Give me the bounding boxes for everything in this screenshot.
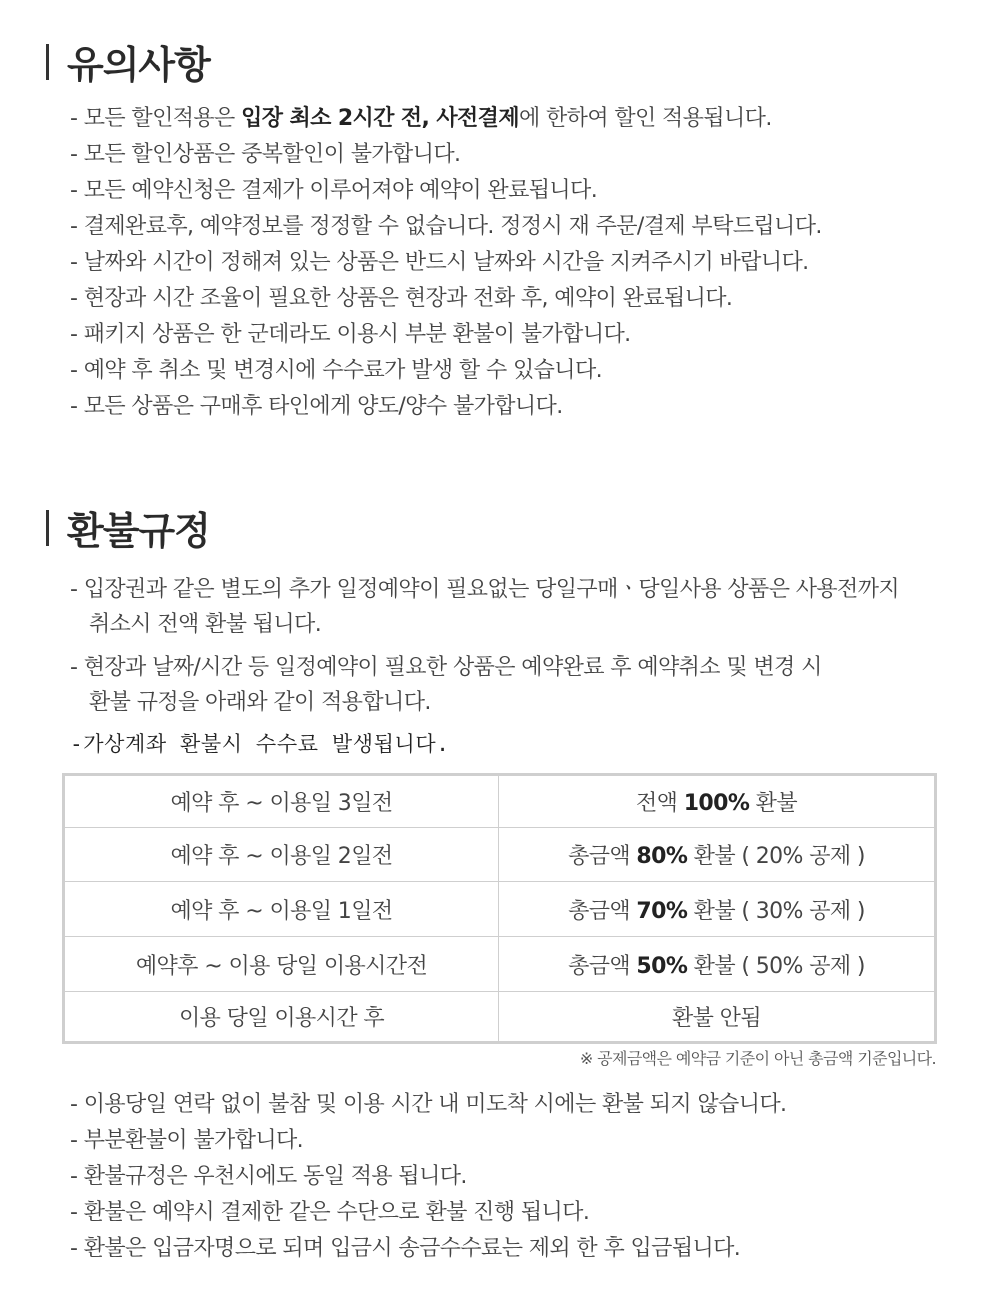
notice-item: - 패키지 상품은 한 군데라도 이용시 부분 환불이 불가합니다. [70,322,631,347]
refund-rule-item: - 환불은 예약시 결제한 같은 수단으로 환불 진행 됩니다. [70,1200,590,1225]
notice-list [70,101,960,425]
notice-item: - 모든 할인상품은 중복할인이 불가합니다. [70,142,461,167]
heading-bar [46,44,49,80]
refund-period-cell: 예약 후 ~ 이용일 3일전 [64,775,499,828]
refund-amount-cell: 총금액 50% 환불 ( 50% 공제 ) [499,937,936,992]
refund-amount-cell: 총금액 80% 환불 ( 20% 공제 ) [499,828,936,882]
refund-period-cell: 예약후 ~ 이용 당일 이용시간전 [64,937,499,992]
table-row [64,992,936,1043]
notice-item: - 예약 후 취소 및 변경시에 수수료가 발생 할 수 있습니다. [70,358,603,383]
notice-item: - 현장과 시간 조율이 필요한 상품은 현장과 전화 후, 예약이 완료됩니다. [70,286,733,311]
notice-item: - 날짜와 시간이 정해져 있는 상품은 반드시 날짜와 시간을 지켜주시기 바랍니다. [70,250,809,275]
table-row [64,828,936,882]
refund-amount-cell: 전액 100% 환불 [499,775,936,828]
notice-item: - 모든 상품은 구매후 타인에게 양도/양수 불가합니다. [70,394,563,419]
refund-intro [70,572,960,762]
refund-intro-line: 환불 규정을 아래와 같이 적용합니다. [89,690,431,715]
refund-rule-item: - 환불규정은 우천시에도 동일 적용 됩니다. [70,1164,467,1189]
refund-amount-cell: 총금액 70% 환불 ( 30% 공제 ) [499,882,936,937]
notice-item: - 결제완료후, 예약정보를 정정할 수 없습니다. 정정시 재 주문/결제 부탁드립니다. [70,214,822,239]
refund-rule-item: - 환불은 입금자명으로 되며 입금시 송금수수료는 제외 한 후 입금됩니다. [70,1236,741,1261]
notice-item-text: 에 한하여 할인 적용됩니다. [518,106,772,131]
table-row [64,937,936,992]
notice-item-emphasis: 입장 최소 2시간 전, 사전결제 [241,106,519,131]
refund-section-heading [46,500,210,555]
refund-period-cell: 이용 당일 이용시간 후 [64,992,499,1043]
notice-item [70,101,960,137]
notice-item: - 모든 예약신청은 결제가 이루어져야 예약이 완료됩니다. [70,178,598,203]
notice-item-text: - 모든 할인적용은 [70,106,242,131]
refund-intro-line: - 입장권과 같은 별도의 추가 일정예약이 필요없는 당일구매ㆍ당일사용 상품은 사용전까지 [70,577,900,602]
refund-policy-table [62,773,937,1044]
table-footnote: ※ 공제금액은 예약금 기준이 아닌 총금액 기준입니다. [579,1049,936,1068]
refund-period-cell: 예약 후 ~ 이용일 2일전 [64,828,499,882]
refund-rule-item: - 이용당일 연락 없이 불참 및 이용 시간 내 미도착 시에는 환불 되지 않습니다. [70,1092,787,1117]
heading-bar [46,510,49,546]
refund-amount-cell: 환불 안됨 [499,992,936,1043]
notice-title: 유의사항 [67,43,210,87]
refund-intro-line: - 현장과 날짜/시간 등 일정예약이 필요한 상품은 예약완료 후 예약취소 및 변경 시 [70,655,822,680]
notice-section-heading [46,34,210,89]
refund-title: 환불규정 [67,509,210,553]
refund-period-cell: 예약 후 ~ 이용일 1일전 [64,882,499,937]
refund-intro-line: 취소시 전액 환불 됩니다. [89,612,322,637]
table-row [64,882,936,937]
virtual-account-notice: -가상계좌 환불시 수수료 발생됩니다. [70,732,450,756]
refund-rules-list [70,1087,960,1267]
table-row [64,775,936,828]
refund-rule-item: - 부분환불이 불가합니다. [70,1128,304,1153]
